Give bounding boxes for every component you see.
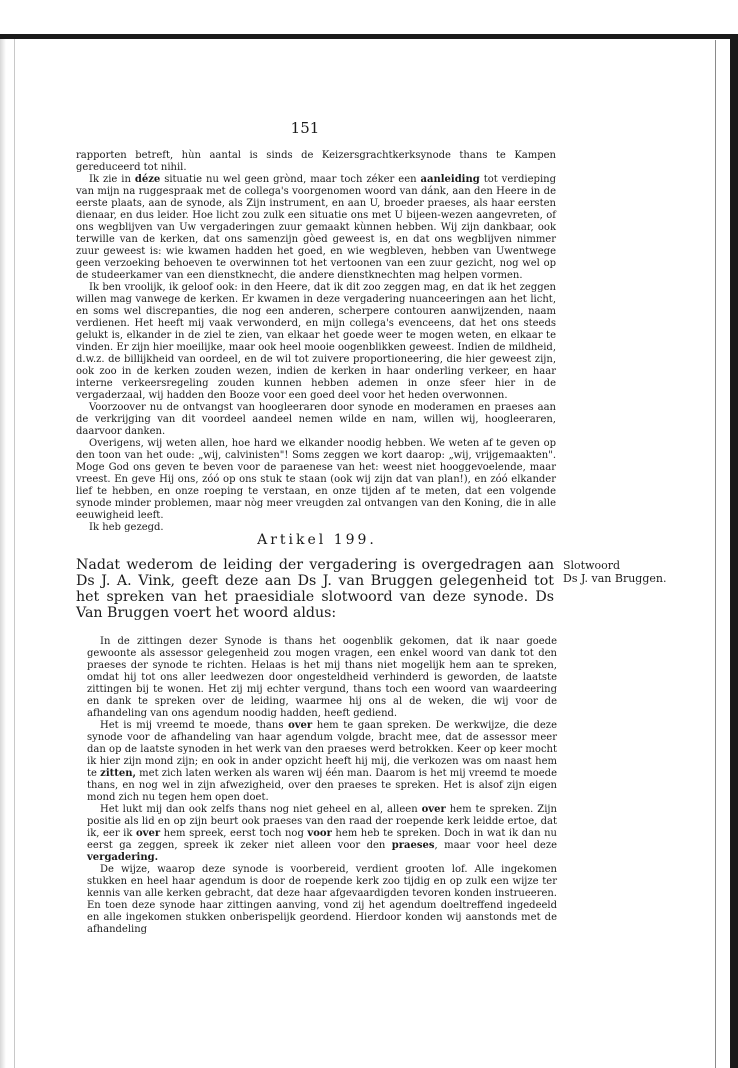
scan-border-top — [0, 34, 738, 39]
paragraph: Voorzoover nu de ontvangst van hoogleeraren door synode en moderamen en praeses aan de verkrijging van dit voordeel aandeel nemen wilde en nam, willen wij, hoogleeraren, daarvoor danken. — [76, 402, 556, 437]
paragraph: Ik zie in déze situatie nu wel geen grònd, maar toch zéker een aanleiding tot verdieping van mijn na ruggespraak met de collega's voorgenomen woord van dánk, aan den Heere in de eerste plaats, aan de synode, als Zijn instrument, en aan U, broeder praeses, als haar eersten dienaar, en dus leider. Hoe licht zou zulk een situatie ons met U bijeen-wezen aangevreten, of ons wegblijven van Uw vergaderingen zuur gemaakt kùnnen hebben. Wij zijn dankbaar, ook terwille van de kerken, dat ons samenzijn gòed geweest is, en dat ons wegblijven nimmer zuur geweest is: wie kwamen hadden het goed, en wie wegbleven, hebben van Uwentwege geen verzoeking behoeven te overwinnen tot het vertoonen van een zuur gezicht, nog wel op de studeerkamer van een dienstknecht, die andere dienstknechten mag helpen vormen. — [76, 174, 556, 281]
margin-note — [563, 559, 723, 585]
paragraph: Overigens, wij weten allen, hoe hard we elkander noodig hebben. We weten af te geven op den toon van het oude: „wij, calvinisten"! Soms zeggen we kort daarop: „wij, vrijgemaakten". Moge God ons geven te beven voor de paraenese van het: weest niet hooggevoelende, maar vreest. En geve Hij ons, zóó op ons stuk te staan (ook wij zijn dat van plan!), en zóó elkander lief te hebben, en onze roeping te verstaan, en onze tijden af te meten, dat een volgende synode minder problemen, maar nòg meer vreugden zal ontvangen van den Koning, die in alle eeuwigheid leeft. — [76, 438, 556, 521]
scan-border-right — [730, 34, 738, 1068]
page-number: 151 — [290, 119, 320, 137]
scan-page-edge — [715, 40, 716, 1068]
paragraph: Het lukt mij dan ook zelfs thans nog niet geheel en al, alleen over hem te spreken. Zijn positie als lid en op zijn beurt ook praeses van den raad der roepende kerk leidde ertoe, dat ik, eer ik over hem spreek, eerst toch nog voor hem heb te spreken. Doch in wat ik dan nu eerst ga zeggen, spreek ik zeker niet alleen voor den praeses, maar voor heel deze vergadering. — [87, 804, 558, 863]
lead-paragraph: Nadat wederom de leiding der vergadering is overgedragen aan Ds J. A. Vink, geeft deze aan Ds J. van Bruggen gelegenheid tot het spreken van het praesidiale slotwoord van deze synode. Ds Van Bruggen voert het woord aldus: — [76, 557, 554, 621]
opening-speech — [76, 150, 556, 534]
paragraph: rapporten betreft, hùn aantal is sinds de Keizersgrachtkerksynode thans te Kampen gereduceerd tot nihil. — [76, 150, 556, 173]
closing-speech — [87, 636, 557, 936]
paragraph: Ik ben vroolijk, ik geloof ook: in den Heere, dat ik dit zoo zeggen mag, en dat ik het zeggen willen mag vanwege de kerken. Er kwamen in deze vergadering nuanceeringen aan het licht, en soms wel discrepanties, die nog een anderen, scherpere contouren aanwijzenden, naam verdienen. Het heeft mij vaak verwonderd, en mijn collega's evenceens, dat het ons steeds gelukt is, elkander in de ziel te zien, van elkaar het goede weer te mogen weten, en elkaar te vinden. Er zijn hier moeilijke, maar ook heel mooie oogenblikken geweest. Indien de mildheid, d.w.z. de billijkheid van oordeel, en de wil tot zuivere proportioneering, die hier geweest zijn, ook zoo in de kerken zouden wezen, indien de kerken in haar onderling verkeer, en haar interne verkeersregeling zouden kunnen hebben ademen in onze sfeer hier in de vergaderzaal, wij hadden den Booze voor een goed deel voor het heden overwonnen. — [76, 282, 556, 401]
paragraph: In de zittingen dezer Synode is thans het oogenblik gekomen, dat ik naar goede gewoonte als assessor gelegenheid zou mogen vragen, een enkel woord van dank tot den praeses der synode te richten. Helaas is het mij thans niet mogelijk hem aan te spreken, omdat hij tot ons aller leedwezen door ongesteldheid verhinderd is geworden, de laatste zittingen bij te wonen. Het zij mij echter vergund, thans toch een woord van waardeering en dank te spreken over de leiding, waarmee hij ons al de weken, die wij voor de afhandeling van ons agendum noodig hadden, heeft gediend. — [87, 636, 557, 719]
margin-note-title: Slotwoord — [563, 559, 621, 572]
scan-fold-line — [14, 39, 15, 1068]
margin-note-speaker: Ds J. van Bruggen. — [563, 572, 667, 585]
paragraph: Het is mij vreemd te moede, thans over hem te gaan spreken. De werkwijze, die deze synode voor de afhandeling van haar agendum volgde, bracht mee, dat de assessor meer dan op de laatste synoden in het werk van den praeses werd betrokken. Keer op keer mocht ik hier zijn mond zijn; en ook in ander opzicht heeft hij mij, die verkozen was om naast hem te zitten, met zich laten werken als waren wij één man. Daarom is het mij vreemd te moede thans, en nog wel in zijn afwezigheid, over den praeses te spreken. Het is alsof zijn eigen mond zich nu tegen hem open doet. — [87, 720, 557, 803]
article-heading: Artikel 199. — [257, 532, 377, 548]
scan-binding-shadow — [0, 39, 6, 1068]
closing-line: Ik heb gezegd. — [89, 522, 164, 533]
paragraph: De wijze, waarop deze synode is voorbereid, verdient grooten lof. Alle ingekomen stukken en heel haar agendum is door de roepende kerk zoo tijdig en op zulk een wijze ter kennis van alle kerken gebracht, dat deze haar afgevaardigden tevoren konden instrueeren. En toen deze synode haar zittingen aanving, vond zij het agendum doeltreffend ingedeeld en alle ingekomen stukken onberispelijk geordend. Hierdoor konden wij aanstonds met de afhandeling — [87, 864, 557, 935]
